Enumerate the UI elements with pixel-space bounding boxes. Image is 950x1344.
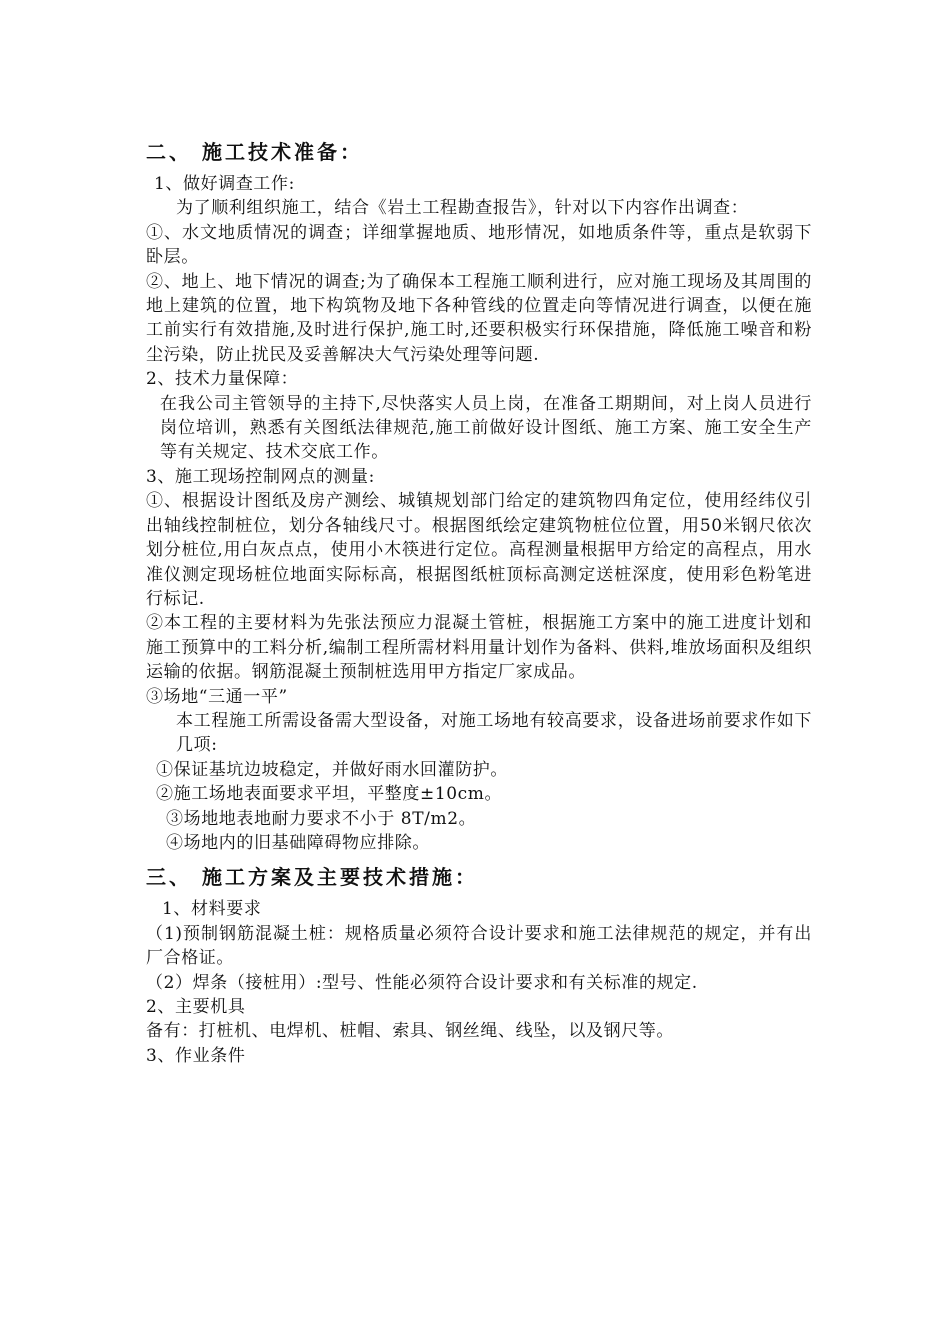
section-heading-3: 三、 施工方案及主要技术措施： [146,865,478,890]
paragraph: 2、技术力量保障： [146,369,299,390]
paragraph: （1)预制钢筋混凝土桩：规格质量必须符合设计要求和施工法律规范的规定，并有出厂合格证。 [146,923,812,969]
paragraph: 备有：打桩机、电焊机、桩帽、索具、钢丝绳、线坠，以及钢尺等。 [146,1021,674,1042]
paragraph: ②本工程的主要材料为先张法预应力混凝土管桩，根据施工方案中的施工进度计划和施工预算中的工料分析,编制工程所需材料用量计划作为备料、供料,堆放场面积及组织运输的依据。钢筋混凝土预制桩选用甲方指定厂家成品。 [146,613,812,683]
paragraph: 本工程施工所需设备需大型设备，对施工场地有较高要求，设备进场前要求作如下几项: [176,710,812,756]
paragraph: ①保证基坑边坡稳定，并做好雨水回灌防护。 [156,759,508,780]
paragraph: 3、作业条件 [146,1045,246,1066]
section-2-body [146,172,812,855]
paragraph: ②施工场地表面要求平坦，平整度±10cm。 [156,784,503,805]
paragraph: ②、地上、地下情况的调查;为了确保本工程施工顺利进行，应对施工现场及其周围的地上建筑的位置，地下构筑物及地下各种管线的位置走向等情况进行调查，以便在施工前实行有效措施,及时进行保护,施工时,还要积极实行环保措施，降低施工噪音和粉尘污染，防止扰民及妥善解决大气污染处理等问题. [146,271,813,365]
paragraph: ①、根据设计图纸及房产测绘、城镇规划部门给定的建筑物四角定位，使用经纬仪引出轴线控制桩位，划分各轴线尺寸。根据图纸绘定建筑物桩位位置，用50米钢尺依次划分桩位,用白灰点点，使用小木筷进行定位。高程测量根据甲方给定的高程点，用水准仪测定现场桩位地面实际标高，根据图纸桩顶标高测定送桩深度，使用彩色粉笔进行标记. [146,491,812,609]
paragraph: ①、水文地质情况的调查；详细掌握地质、地形情况，如地质条件等，重点是软弱下卧层。 [146,222,812,268]
paragraph: 为了顺利组织施工，结合《岩土工程勘查报告》，针对以下内容作出调查： [176,198,749,219]
paragraph: 1、材料要求 [162,899,262,920]
paragraph: ④场地内的旧基础障碍物应排除。 [166,832,430,853]
paragraph: 3、施工现场控制网点的测量: [146,466,375,487]
paragraph: （2）焊条（接桩用）:型号、性能必须符合设计要求和有关标准的规定. [146,972,698,993]
document-content [146,130,812,1068]
paragraph: 在我公司主管领导的主持下,尽快落实人员上岗，在准备工期期间，对上岗人员进行岗位培训，熟悉有关图纸法律规范,施工前做好设计图纸、施工方案、施工安全生产等有关规定、技术交底工作。 [160,393,812,463]
section-3-body [146,897,812,1068]
paragraph: 2、主要机具 [146,997,246,1017]
paragraph: ③场地“三通一平” [146,686,288,707]
paragraph: 1、做好调查工作: [154,174,295,194]
paragraph: ③场地地表地耐力要求不小于 8T/m2。 [166,808,477,829]
section-heading-2: 二、 施工技术准备： [146,140,363,164]
